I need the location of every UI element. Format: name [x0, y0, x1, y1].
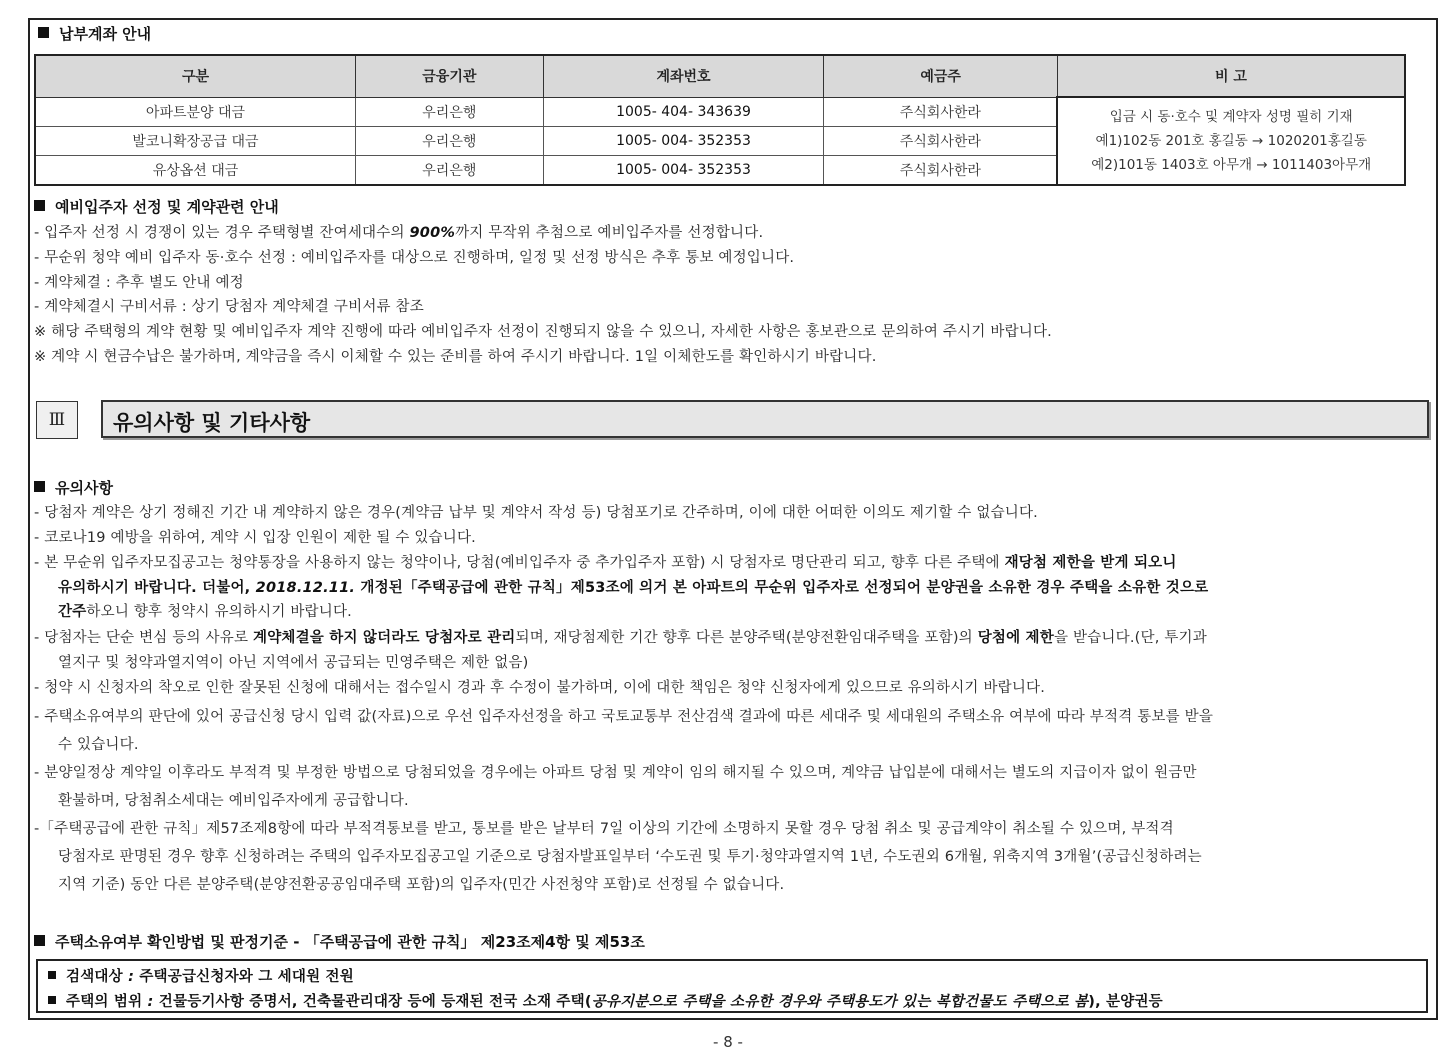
header-bank: 금융기관	[355, 55, 543, 97]
table-row	[35, 97, 1405, 126]
account-table	[34, 54, 1406, 186]
chapter-title: 유의사항 및 기타사항	[113, 411, 311, 435]
chapter-heading	[101, 400, 1429, 438]
caution-line: - 청약 시 신청자의 착오로 인한 잘못된 신청에 대해서는 접수일시 경과 후 수정이 불가하며, 이에 대한 책임은 청약 신청자에게 있으므로 유의하시기 바랍니다.	[34, 680, 1046, 696]
ownership-section-title: 주택소유여부 확인방법 및 판정기준 - 「주택공급에 관한 규칙」 제23조제4항 및 제53조	[34, 931, 645, 952]
square-bullet-icon	[34, 935, 45, 946]
cell-category: 유상옵션 대금	[35, 155, 355, 185]
header-holder: 예금주	[824, 55, 1058, 97]
caution-line: 유의하시기 바랍니다. 더불어, 2018.12.11. 개정된「주택공급에 관한 규칙」제53조에 의거 본 아파트의 무순위 입주자로 선정되어 분양권을 소유한 경우 주택을 소유한 것으로	[58, 580, 1209, 596]
reserve-note: ※ 계약 시 현금수납은 불가하며, 계약금을 즉시 이체할 수 있는 준비를 하여 주시기 바랍니다. 1일 이체한도를 확인하시기 바랍니다.	[34, 349, 877, 365]
square-bullet-icon	[34, 200, 45, 211]
remarks-line: 예2)101동 1403호 아무개 → 1011403아무개	[1091, 156, 1372, 173]
caution-line: 환불하며, 당첨취소세대는 예비입주자에게 공급합니다.	[58, 793, 409, 809]
square-bullet-icon	[48, 996, 56, 1004]
reserve-line: - 계약체결시 구비서류 : 상기 당첨자 계약체결 구비서류 참조	[34, 299, 424, 315]
caution-line: 지역 기준) 동안 다른 분양주택(분양전환공공임대주택 포함)의 입주자(민간 사전청약 포함)로 선정될 수 없습니다.	[58, 877, 785, 893]
cell-account-number: 1005- 004- 352353	[543, 155, 824, 185]
cell-bank: 우리은행	[355, 155, 543, 185]
caution-line: 당첨자로 판명된 경우 향후 신청하려는 주택의 입주자모집공고일 기준으로 당첨자발표일부터 ‘수도권 및 투기·청약과열지역 1년, 수도권외 6개월, 위축지역 3개월’(공급신청하려는	[58, 849, 1202, 865]
caution-line: -「주택공급에 관한 규칙」제57조제8항에 따라 부적격통보를 받고, 통보를 받은 날부터 7일 이상의 기간에 소명하지 못할 경우 당첨 취소 및 공급계약이 취소될 수 있으며, 부적격	[34, 821, 1174, 837]
remarks-line: 입금 시 동·호수 및 계약자 성명 필히 기재	[1109, 108, 1353, 125]
cell-holder: 주식회사한라	[824, 97, 1058, 126]
ownership-item: 주택의 범위 : 건물등기사항 증명서, 건축물관리대장 등에 등재된 전국 소재 주택(공유지분으로 주택을 소유한 경우와 주택용도가 있는 복합건물도 주택으로 봄), 분양권등	[48, 990, 1163, 1011]
reserve-note: ※ 해당 주택형의 계약 현황 및 예비입주자 계약 진행에 따라 예비입주자 선정이 진행되지 않을 수 있으니, 자세한 사항은 홍보관으로 문의하여 주시기 바랍니다.	[34, 324, 1052, 340]
cell-account-number: 1005- 004- 352353	[543, 126, 824, 155]
caution-line: - 본 무순위 입주자모집공고는 청약통장을 사용하지 않는 청약이나, 당첨(예비입주자 중 추가입주자 포함) 시 당첨자로 명단관리 되고, 향후 다른 주택에 재당첨 제한을 받게 되오니	[34, 555, 1177, 571]
header-account-number: 계좌번호	[543, 55, 824, 97]
square-bullet-icon	[38, 27, 49, 38]
square-bullet-icon	[34, 481, 45, 492]
remarks-cell	[1057, 97, 1405, 185]
table-header-row	[35, 55, 1405, 97]
header-remarks: 비 고	[1057, 55, 1405, 97]
chapter-numeral: Ⅲ	[36, 401, 78, 439]
caution-section-title: 유의사항	[34, 477, 113, 498]
reserve-line: - 무순위 청약 예비 입주자 동·호수 선정 : 예비입주자를 대상으로 진행하며, 일정 및 선정 방식은 추후 통보 예정입니다.	[34, 250, 795, 266]
caution-line: - 당첨자 계약은 상기 정해진 기간 내 계약하지 않은 경우(계약금 납부 및 계약서 작성 등) 당첨포기로 간주하며, 이에 대한 어떠한 이의도 제기할 수 없습니다.	[34, 505, 1038, 521]
reserve-line: - 입주자 선정 시 경쟁이 있는 경우 주택형별 잔여세대수의 900%까지 무작위 추첨으로 예비입주자를 선정합니다.	[34, 225, 764, 241]
header-category: 구분	[35, 55, 355, 97]
cell-bank: 우리은행	[355, 126, 543, 155]
caution-line: 간주하오니 향후 청약시 유의하시기 바랍니다.	[58, 604, 352, 620]
cell-category: 아파트분양 대금	[35, 97, 355, 126]
cell-holder: 주식회사한라	[824, 155, 1058, 185]
cell-holder: 주식회사한라	[824, 126, 1058, 155]
caution-line: 열지구 및 청약과열지역이 아닌 지역에서 공급되는 민영주택은 제한 없음)	[58, 655, 529, 671]
caution-line: - 코로나19 예방을 위하여, 계약 시 입장 인원이 제한 될 수 있습니다.	[34, 530, 476, 546]
reserve-section-title: 예비입주자 선정 및 계약관련 안내	[34, 196, 279, 217]
caution-line: - 당첨자는 단순 변심 등의 사유로 계약체결을 하지 않더라도 당첨자로 관리되며, 재당첨제한 기간 향후 다른 분양주택(분양전환임대주택을 포함)의 당첨에 제한을 받습니다.(단, 투기과	[34, 630, 1207, 646]
cell-bank: 우리은행	[355, 97, 543, 126]
remarks-line: 예1)102동 201호 홍길동 → 1020201홍길동	[1095, 132, 1367, 149]
ownership-item: 검색대상 : 주택공급신청자와 그 세대원 전원	[48, 965, 354, 986]
caution-line: 수 있습니다.	[58, 737, 139, 753]
account-section-title: 납부계좌 안내	[38, 23, 151, 44]
reserve-line: - 계약체결 : 추후 별도 안내 예정	[34, 275, 244, 291]
caution-line: - 주택소유여부의 판단에 있어 공급신청 당시 입력 값(자료)으로 우선 입주자선정을 하고 국토교통부 전산검색 결과에 따른 세대주 및 세대원의 주택소유 여부에 따라 부적격 통보를 받을	[34, 709, 1214, 725]
cell-account-number: 1005- 404- 343639	[543, 97, 824, 126]
square-bullet-icon	[48, 971, 56, 979]
caution-line: - 분양일정상 계약일 이후라도 부적격 및 부정한 방법으로 당첨되었을 경우에는 아파트 당첨 및 계약이 임의 해지될 수 있으며, 계약금 납입분에 대해서는 별도의 지급이자 없이 원금만	[34, 765, 1197, 781]
page-number: - 8 -	[713, 1033, 743, 1051]
cell-category: 발코니확장공급 대금	[35, 126, 355, 155]
